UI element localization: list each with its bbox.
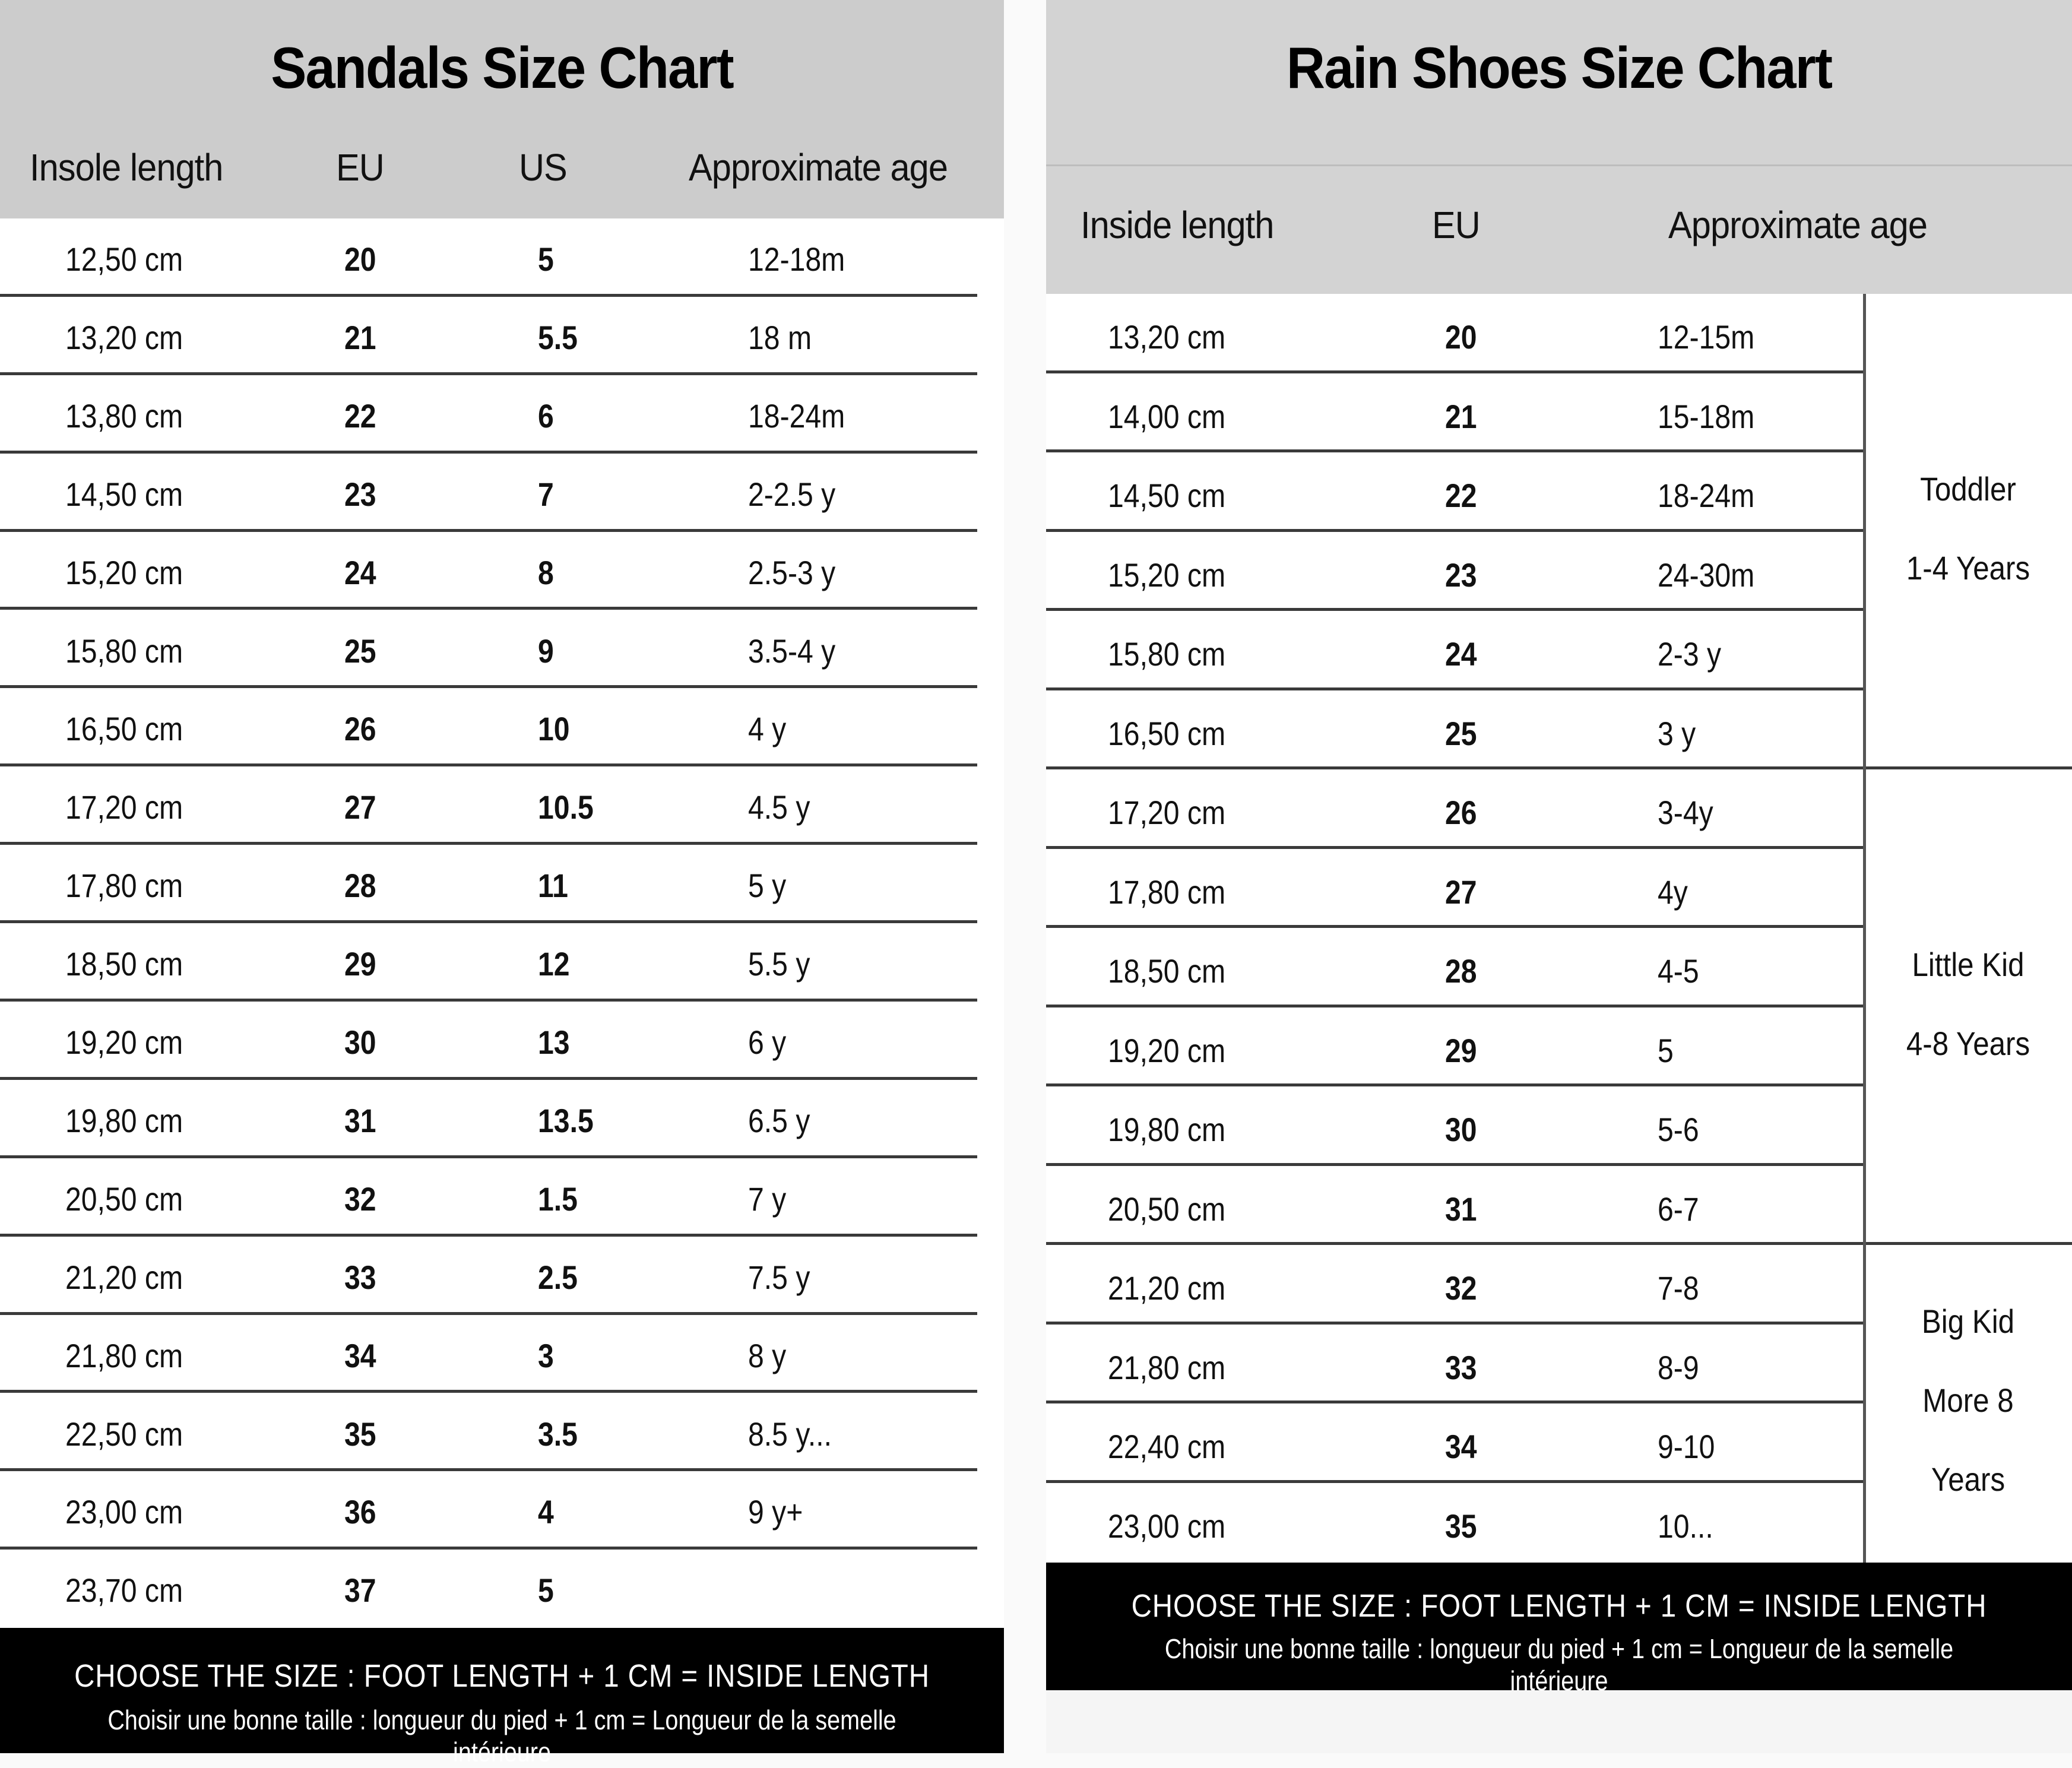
eu-size-cell: 28 bbox=[1445, 952, 1477, 990]
table-row bbox=[1046, 1245, 1864, 1325]
approximate-age-cell: 10... bbox=[1658, 1507, 1713, 1545]
approximate-age-cell: 4y bbox=[1658, 873, 1688, 911]
us-size-cell: 3.5 bbox=[538, 1415, 578, 1453]
approximate-age-cell: 7.5 y bbox=[748, 1258, 810, 1296]
approximate-age-cell: 4 y bbox=[748, 710, 787, 748]
us-size-cell: 11 bbox=[538, 867, 568, 905]
age-group-cell bbox=[1864, 769, 2072, 1245]
inside-length-cell: 14,00 cm bbox=[1108, 397, 1226, 435]
us-size-cell: 1.5 bbox=[538, 1180, 578, 1218]
table-row bbox=[0, 766, 1004, 845]
insole-length-cell: 12,50 cm bbox=[65, 240, 183, 278]
footer-instruction-french: Choisir une bonne taille : longueur du pied + 1 cm = Longueur de la semelle intérieure bbox=[107, 1704, 896, 1767]
column-header-insole-length: Insole length bbox=[30, 146, 223, 189]
eu-size-cell: 21 bbox=[1445, 397, 1477, 435]
footer-instruction-french: Choisir une bonne taille : longueur du pied + 1 cm = Longueur de la semelle intérieure bbox=[1164, 1633, 1954, 1696]
table-row bbox=[1046, 611, 1864, 690]
table-row bbox=[0, 375, 1004, 454]
column-header-eu: EU bbox=[336, 146, 384, 189]
table-row bbox=[0, 1237, 1004, 1315]
age-group-label: Big Kid bbox=[1921, 1302, 2015, 1340]
insole-length-cell: 23,00 cm bbox=[65, 1493, 183, 1531]
eu-size-cell: 24 bbox=[1445, 635, 1477, 673]
insole-length-cell: 16,50 cm bbox=[65, 710, 183, 748]
eu-size-cell: 22 bbox=[344, 397, 376, 435]
insole-length-cell: 21,80 cm bbox=[65, 1336, 183, 1374]
insole-length-cell: 13,80 cm bbox=[65, 397, 183, 435]
us-size-cell: 5 bbox=[538, 240, 554, 278]
column-header-approximate-age: Approximate age bbox=[689, 146, 948, 189]
inside-length-cell: 18,50 cm bbox=[1108, 952, 1226, 990]
approximate-age-cell: 8-9 bbox=[1658, 1348, 1699, 1386]
eu-size-cell: 30 bbox=[344, 1024, 376, 1061]
eu-size-cell: 28 bbox=[344, 867, 376, 905]
eu-size-cell: 31 bbox=[344, 1101, 376, 1139]
inside-length-cell: 20,50 cm bbox=[1108, 1190, 1226, 1228]
eu-size-cell: 26 bbox=[344, 710, 376, 748]
age-group-label: 4-8 Years bbox=[1906, 1024, 2030, 1062]
eu-size-cell: 25 bbox=[1445, 714, 1477, 752]
eu-size-cell: 24 bbox=[344, 553, 376, 591]
footer-instruction-english: CHOOSE THE SIZE : FOOT LENGTH + 1 CM = INSIDE LENGTH bbox=[74, 1658, 930, 1694]
column-header-approximate-age: Approximate age bbox=[1668, 204, 1928, 246]
insole-length-cell: 15,20 cm bbox=[65, 553, 183, 591]
inside-length-cell: 21,80 cm bbox=[1108, 1348, 1226, 1386]
eu-size-cell: 23 bbox=[1445, 556, 1477, 594]
approximate-age-cell: 5.5 y bbox=[748, 945, 810, 983]
age-group-cell bbox=[1864, 294, 2072, 769]
us-size-cell: 10 bbox=[538, 710, 570, 748]
approximate-age-cell: 5 y bbox=[748, 867, 787, 905]
eu-size-cell: 20 bbox=[1445, 318, 1477, 356]
us-size-cell: 7 bbox=[538, 475, 554, 513]
approximate-age-cell: 7 y bbox=[748, 1180, 787, 1218]
table-row bbox=[0, 1080, 1004, 1158]
approximate-age-cell: 2-2.5 y bbox=[748, 475, 836, 513]
table-row bbox=[0, 1550, 1004, 1628]
insole-length-cell: 14,50 cm bbox=[65, 475, 183, 513]
eu-size-cell: 34 bbox=[344, 1336, 376, 1374]
inside-length-cell: 23,00 cm bbox=[1108, 1507, 1226, 1545]
age-group-label: 1-4 Years bbox=[1906, 549, 2030, 587]
inside-length-cell: 17,80 cm bbox=[1108, 873, 1226, 911]
sandals-header bbox=[0, 0, 1004, 218]
insole-length-cell: 13,20 cm bbox=[65, 318, 183, 356]
table-row bbox=[0, 1393, 1004, 1472]
table-row bbox=[1046, 1086, 1864, 1166]
insole-length-cell: 22,50 cm bbox=[65, 1415, 183, 1453]
eu-size-cell: 23 bbox=[344, 475, 376, 513]
eu-size-cell: 34 bbox=[1445, 1428, 1477, 1465]
table-row bbox=[0, 845, 1004, 923]
eu-size-cell: 32 bbox=[1445, 1269, 1477, 1307]
approximate-age-cell: 3 y bbox=[1658, 714, 1696, 752]
table-row bbox=[1046, 532, 1864, 611]
us-size-cell: 8 bbox=[538, 553, 554, 591]
approximate-age-cell: 4-5 bbox=[1658, 952, 1699, 990]
column-header-inside-length: Inside length bbox=[1081, 204, 1274, 246]
table-row bbox=[0, 610, 1004, 689]
approximate-age-cell: 6-7 bbox=[1658, 1190, 1699, 1228]
us-size-cell: 13.5 bbox=[538, 1101, 594, 1139]
table-row bbox=[0, 532, 1004, 610]
insole-length-cell: 21,20 cm bbox=[65, 1258, 183, 1296]
table-row bbox=[1046, 294, 1864, 373]
insole-length-cell: 18,50 cm bbox=[65, 945, 183, 983]
age-group-label: Years bbox=[1931, 1460, 2006, 1498]
approximate-age-cell: 4.5 y bbox=[748, 788, 810, 826]
inside-length-cell: 15,20 cm bbox=[1108, 556, 1226, 594]
table-row bbox=[1046, 1325, 1864, 1404]
age-group-label: More 8 bbox=[1922, 1381, 2014, 1419]
table-row bbox=[0, 454, 1004, 532]
eu-size-cell: 36 bbox=[344, 1493, 376, 1531]
eu-size-cell: 26 bbox=[1445, 794, 1477, 831]
eu-size-cell: 22 bbox=[1445, 477, 1477, 514]
approximate-age-cell: 6.5 y bbox=[748, 1101, 810, 1139]
table-row bbox=[1046, 1483, 1864, 1563]
eu-size-cell: 35 bbox=[1445, 1507, 1477, 1545]
approximate-age-cell: 9 y+ bbox=[748, 1493, 803, 1531]
inside-length-cell: 14,50 cm bbox=[1108, 477, 1226, 514]
age-group-divider bbox=[1863, 294, 1866, 1563]
table-row bbox=[1046, 690, 1864, 770]
table-row bbox=[1046, 373, 1864, 453]
approximate-age-cell: 8.5 y... bbox=[748, 1415, 832, 1453]
approximate-age-cell: 3-4y bbox=[1658, 794, 1713, 831]
us-size-cell: 13 bbox=[538, 1024, 570, 1061]
sandals-title: Sandals Size Chart bbox=[271, 35, 733, 100]
approximate-age-cell: 15-18m bbox=[1658, 397, 1755, 435]
table-row bbox=[1046, 769, 1864, 849]
table-row bbox=[1046, 1007, 1864, 1087]
footer-instruction-english: CHOOSE THE SIZE : FOOT LENGTH + 1 CM = INSIDE LENGTH bbox=[1131, 1588, 1987, 1624]
approximate-age-cell: 18-24m bbox=[1658, 477, 1755, 514]
table-row bbox=[0, 297, 1004, 375]
us-size-cell: 4 bbox=[538, 1493, 554, 1531]
table-row bbox=[1046, 849, 1864, 929]
table-row bbox=[0, 1315, 1004, 1393]
us-size-cell: 12 bbox=[538, 945, 570, 983]
age-group-label: Toddler bbox=[1920, 470, 2016, 508]
insole-length-cell: 17,80 cm bbox=[65, 867, 183, 905]
rain-shoes-header-row bbox=[1046, 166, 2072, 294]
inside-length-cell: 17,20 cm bbox=[1108, 794, 1226, 831]
us-size-cell: 5 bbox=[538, 1571, 554, 1609]
age-group-label: Little Kid bbox=[1912, 945, 2025, 983]
us-size-cell: 2.5 bbox=[538, 1258, 578, 1296]
eu-size-cell: 20 bbox=[344, 240, 376, 278]
eu-size-cell: 27 bbox=[344, 788, 376, 826]
column-header-eu: EU bbox=[1432, 204, 1480, 246]
insole-length-cell: 19,20 cm bbox=[65, 1024, 183, 1061]
table-row bbox=[0, 923, 1004, 1002]
sandals-size-chart bbox=[0, 0, 1004, 1767]
approximate-age-cell: 2-3 y bbox=[1658, 635, 1722, 673]
inside-length-cell: 19,80 cm bbox=[1108, 1111, 1226, 1148]
approximate-age-cell: 24-30m bbox=[1658, 556, 1755, 594]
approximate-age-cell: 5-6 bbox=[1658, 1111, 1699, 1148]
eu-size-cell: 25 bbox=[344, 632, 376, 670]
eu-size-cell: 31 bbox=[1445, 1190, 1477, 1228]
inside-length-cell: 19,20 cm bbox=[1108, 1031, 1226, 1069]
rain-shoes-size-chart bbox=[1046, 0, 2072, 1753]
eu-size-cell: 30 bbox=[1445, 1111, 1477, 1148]
age-group-cell bbox=[1864, 1245, 2072, 1562]
insole-length-cell: 17,20 cm bbox=[65, 788, 183, 826]
eu-size-cell: 33 bbox=[344, 1258, 376, 1296]
insole-length-cell: 23,70 cm bbox=[65, 1571, 183, 1609]
approximate-age-cell: 12-18m bbox=[748, 240, 845, 278]
approximate-age-cell: 7-8 bbox=[1658, 1269, 1699, 1307]
table-row bbox=[1046, 1403, 1864, 1483]
us-size-cell: 3 bbox=[538, 1336, 554, 1374]
us-size-cell: 6 bbox=[538, 397, 554, 435]
inside-length-cell: 22,40 cm bbox=[1108, 1428, 1226, 1465]
inside-length-cell: 13,20 cm bbox=[1108, 318, 1226, 356]
insole-length-cell: 15,80 cm bbox=[65, 632, 183, 670]
eu-size-cell: 29 bbox=[1445, 1031, 1477, 1069]
approximate-age-cell: 12-15m bbox=[1658, 318, 1755, 356]
eu-size-cell: 32 bbox=[344, 1180, 376, 1218]
eu-size-cell: 35 bbox=[344, 1415, 376, 1453]
rain-shoes-title-area bbox=[1046, 0, 2072, 166]
eu-size-cell: 27 bbox=[1445, 873, 1477, 911]
approximate-age-cell: 2.5-3 y bbox=[748, 553, 836, 591]
eu-size-cell: 21 bbox=[344, 318, 376, 356]
approximate-age-cell: 18 m bbox=[748, 318, 812, 356]
us-size-cell: 5.5 bbox=[538, 318, 578, 356]
approximate-age-cell: 5 bbox=[1658, 1031, 1674, 1069]
approximate-age-cell: 3.5-4 y bbox=[748, 632, 836, 670]
table-row bbox=[0, 688, 1004, 766]
table-row bbox=[1046, 452, 1864, 532]
us-size-cell: 9 bbox=[538, 632, 554, 670]
approximate-age-cell: 18-24m bbox=[748, 397, 845, 435]
us-size-cell: 10.5 bbox=[538, 788, 594, 826]
inside-length-cell: 21,20 cm bbox=[1108, 1269, 1226, 1307]
column-header-us: US bbox=[519, 146, 567, 189]
eu-size-cell: 33 bbox=[1445, 1348, 1477, 1386]
approximate-age-cell: 9-10 bbox=[1658, 1428, 1715, 1465]
table-row bbox=[0, 1158, 1004, 1237]
table-row bbox=[0, 1002, 1004, 1080]
table-row bbox=[1046, 1166, 1864, 1246]
approximate-age-cell: 8 y bbox=[748, 1336, 787, 1374]
table-row bbox=[0, 218, 1004, 297]
rain-shoes-footer-banner bbox=[1046, 1563, 2072, 1696]
approximate-age-cell: 6 y bbox=[748, 1024, 787, 1061]
eu-size-cell: 29 bbox=[344, 945, 376, 983]
rain-shoes-title: Rain Shoes Size Chart bbox=[1286, 35, 1832, 100]
eu-size-cell: 37 bbox=[344, 1571, 376, 1609]
insole-length-cell: 20,50 cm bbox=[65, 1180, 183, 1218]
inside-length-cell: 16,50 cm bbox=[1108, 714, 1226, 752]
table-row bbox=[0, 1471, 1004, 1550]
insole-length-cell: 19,80 cm bbox=[65, 1101, 183, 1139]
sandals-footer-banner bbox=[0, 1628, 1004, 1767]
inside-length-cell: 15,80 cm bbox=[1108, 635, 1226, 673]
table-row bbox=[1046, 928, 1864, 1007]
